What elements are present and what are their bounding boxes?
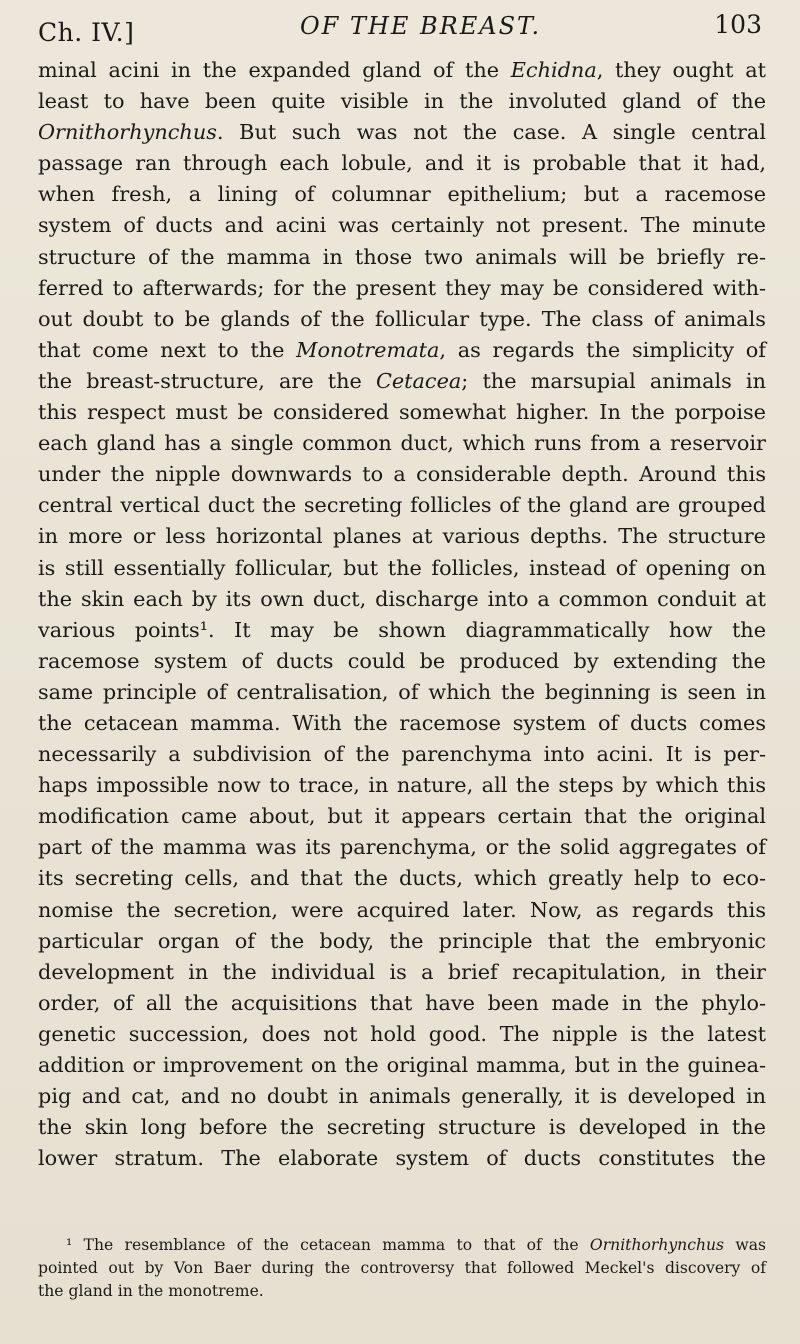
text-line: the skin each by its own duct, discharge into a common conduit at xyxy=(38,586,766,611)
footnote-line: pointed out by Von Baer during the controversy that followed Meckel's discovery of xyxy=(38,1259,766,1277)
text-line: ferred to afterwards; for the present they may be considered with- xyxy=(38,275,766,300)
text-line: order, of all the acquisitions that have been made in the phylo- xyxy=(38,990,766,1015)
text-line: when fresh, a lining of columnar epithelium; but a racemose xyxy=(38,182,766,207)
footnote-line: the gland in the monotreme. xyxy=(38,1282,264,1300)
text-line: this respect must be considered somewhat higher. In the porpoise xyxy=(38,400,766,425)
text-line: central vertical duct the secreting follicles of the gland are grouped xyxy=(38,493,766,518)
text-line: pig and cat, and no doubt in animals generally, it is developed in xyxy=(38,1084,766,1109)
text-line: the cetacean mamma. With the racemose system of ducts comes xyxy=(38,710,766,735)
text-line: in more or less horizontal planes at various depths. The structure xyxy=(38,524,766,549)
text-line: its secreting cells, and that the ducts, which greatly help to eco- xyxy=(38,866,766,891)
footnote xyxy=(38,1234,766,1303)
text-line: same principle of centralisation, of which the beginning is seen in xyxy=(38,679,766,704)
text-line: necessarily a subdivision of the parenchyma into acini. It is per- xyxy=(38,742,766,767)
text-line: structure of the mamma in those two animals will be briefly re- xyxy=(38,244,766,269)
running-header xyxy=(38,10,762,50)
chapter-label: Ch. IV.] xyxy=(38,18,135,47)
body-text xyxy=(38,55,766,1174)
text-line: Ornithorhynchus. But such was not the case. A single central xyxy=(38,120,766,145)
text-line: nomise the secretion, were acquired later. Now, as regards this xyxy=(38,897,766,922)
text-line: addition or improvement on the original mamma, but in the guinea- xyxy=(38,1053,766,1077)
running-title: OF THE BREAST. xyxy=(300,12,542,40)
text-line: development in the individual is a brief recapitulation, in their xyxy=(38,959,766,984)
text-line: that come next to the Monotremata, as regards the simplicity of xyxy=(38,337,767,362)
text-line: is still essentially follicular, but the follicles, instead of opening on xyxy=(38,555,766,580)
text-line: out doubt to be glands of the follicular type. The class of animals xyxy=(38,306,766,331)
text-line: under the nipple downwards to a considerable depth. Around this xyxy=(38,462,766,487)
text-line: haps impossible now to trace, in nature, all the steps by which this xyxy=(38,773,766,798)
text-line: each gland has a single common duct, which runs from a reservoir xyxy=(38,431,766,456)
text-line: system of ducts and acini was certainly not present. The minute xyxy=(38,213,766,238)
text-line: particular organ of the body, the principle that the embryonic xyxy=(38,928,766,953)
text-line: passage ran through each lobule, and it is probable that it had, xyxy=(38,151,766,176)
text-line: lower stratum. The elaborate system of ducts constitutes the xyxy=(38,1146,766,1171)
footnote-line: ¹ The resemblance of the cetacean mamma to that of the Ornithorhynchus was xyxy=(66,1236,766,1254)
text-line: racemose system of ducts could be produced by extending the xyxy=(38,648,766,673)
text-line: the skin long before the secreting structure is developed in the xyxy=(38,1115,766,1140)
text-line: part of the mamma was its parenchyma, or the solid aggregates of xyxy=(38,835,766,860)
text-line: the breast-structure, are the Cetacea; the marsupial animals in xyxy=(38,368,766,393)
text-line: modification came about, but it appears certain that the original xyxy=(38,804,766,829)
text-line: least to have been quite visible in the involuted gland of the xyxy=(38,89,766,114)
text-line: genetic succession, does not hold good. The nipple is the latest xyxy=(38,1021,766,1046)
text-line: various points¹. It may be shown diagrammatically how the xyxy=(38,617,766,642)
page-number: 103 xyxy=(714,10,762,39)
text-line: minal acini in the expanded gland of the Echidna, they ought at xyxy=(38,58,766,82)
